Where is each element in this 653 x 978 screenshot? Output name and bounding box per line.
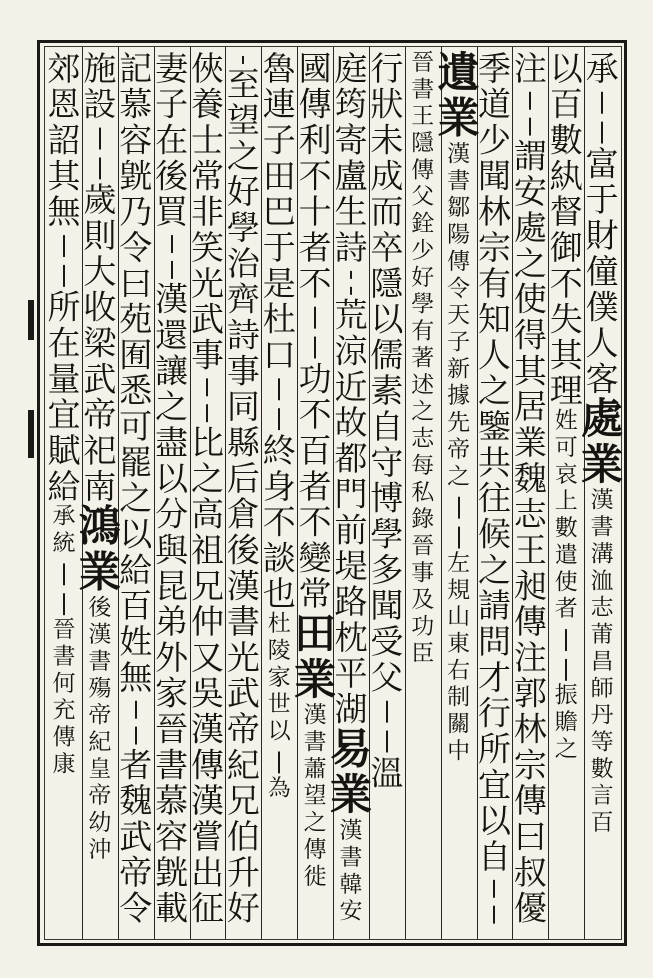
repeat-mark xyxy=(278,751,280,773)
main-text: 比 之 高 祖 兄 仲 又 吳 漢 傳 漢 嘗 出 征 xyxy=(190,423,224,928)
main-text: 謂 安 處 之 使 得 其 居 業 魏 志 王 昶 傳 注 郭 林 宗 傳 曰 叔 優 xyxy=(513,136,547,928)
repeat-mark xyxy=(206,404,208,422)
main-text: 功 不 百 者 不 變 常 xyxy=(298,359,332,614)
entry-heading: 處 業 xyxy=(581,394,624,489)
main-text: 行 狀 未 成 而 卒 隱 以 儒 素 自 守 博 學 多 聞 受 父 xyxy=(370,49,404,697)
repeat-mark xyxy=(63,265,65,287)
main-text: 至 望 之 好 學 治 齊 詩 事 同 縣 后 倉 後 漢 書 光 武 帝 紀 兄 伯 升 好 xyxy=(226,64,260,928)
repeat-mark xyxy=(206,378,208,396)
annotation-text: 漢 書 xyxy=(339,818,363,871)
annotation-text: 韓 安 xyxy=(339,871,363,925)
annotation-text: 漢 書 鄒 陽 傳 令 天 子 新 據 先 帝 之 xyxy=(447,141,471,490)
main-text: 郊 恩 詔 其 無 xyxy=(47,49,81,232)
repeat-mark xyxy=(314,337,316,359)
repeat-mark xyxy=(99,128,101,150)
main-text: 記 慕 容 皝 乃 令 曰 苑 囿 悉 可 罷 之 以 給 百 姓 無 xyxy=(119,49,153,697)
annotation-text: 晉 書 王 隱 傳 父 銓 少 好 學 有 著 述 之 志 每 私 錄 晉 事 及 功 臣 xyxy=(411,50,435,667)
repeat-mark xyxy=(278,408,280,430)
repeat-mark xyxy=(493,906,495,924)
text-column xyxy=(41,49,87,928)
annotation-text: 漢 書 溝 洫 志 莆 昌 師 丹 等 數 言 百 xyxy=(590,487,614,837)
repeat-mark xyxy=(63,593,65,615)
repeat-mark xyxy=(386,701,388,723)
main-text: 者 魏 武 帝 令 xyxy=(119,745,153,928)
repeat-mark xyxy=(458,527,460,549)
edge-mark xyxy=(28,410,34,458)
repeat-mark xyxy=(171,235,173,253)
annotation-text: 左 規 山 東 右 制 關 中 xyxy=(447,550,471,765)
entry-heading: 鴻 業 xyxy=(78,501,121,597)
repeat-mark xyxy=(171,261,173,279)
main-text: 國 傳 利 不 十 者 不 xyxy=(298,49,332,303)
repeat-mark xyxy=(135,701,137,719)
entry-heading: 遺 業 xyxy=(437,48,480,143)
main-text: 溫 xyxy=(370,753,404,793)
annotation-text: 後 漢 書 殤 帝 紀 皇 帝 幼 沖 xyxy=(88,595,112,863)
repeat-mark xyxy=(242,56,244,64)
main-text: 妻 子 在 後 買 xyxy=(155,49,189,232)
repeat-mark xyxy=(458,497,460,519)
repeat-mark xyxy=(565,659,567,681)
repeat-mark xyxy=(63,563,65,585)
entry-heading: 易 業 xyxy=(329,724,372,820)
main-text: 庭 筠 寄 盧 生 詩 xyxy=(334,49,368,267)
repeat-mark xyxy=(529,92,531,110)
annotation-text: 振 贍 之 xyxy=(554,682,578,763)
repeat-mark xyxy=(493,880,495,898)
annotation-text: 杜 陵 家 世 以 xyxy=(267,611,291,745)
main-text: 季 道 少 聞 林 宗 有 知 人 之 鑒 共 往 候 之 請 問 才 行 所 宜 以 自 xyxy=(477,49,511,876)
entry-heading: 田 業 xyxy=(294,609,337,704)
main-text: 以 百 數 紈 督 御 不 失 其 理 xyxy=(549,49,583,411)
edge-mark xyxy=(28,300,34,340)
main-text: 承 xyxy=(585,49,619,88)
main-text: 終 身 不 談 也 xyxy=(262,431,296,614)
annotation-text: 晉 書 何 充 傳 康 xyxy=(52,617,76,778)
repeat-mark xyxy=(99,157,101,179)
annotation-text: 姓 可 哀 上 數 遣 使 者 xyxy=(554,408,578,623)
main-text: 富 于 財 僮 僕 人 客 xyxy=(585,144,619,399)
main-text: 魯 連 子 田 巴 于 是 杜 口 xyxy=(262,49,296,375)
annotation-text: 承 統 xyxy=(52,503,76,557)
repeat-mark xyxy=(350,271,352,279)
main-text: 俠 養 士 常 非 笑 光 武 事 xyxy=(190,49,224,375)
annotation-text: 為 xyxy=(267,775,291,802)
main-text: 荒 涼 近 故 都 門 前 堤 路 枕 平 湖 xyxy=(334,295,368,729)
repeat-mark xyxy=(314,307,316,329)
annotation-text: 漢 書 蕭 望 之 傳 徙 xyxy=(303,702,327,890)
repeat-mark xyxy=(601,122,603,144)
repeat-mark xyxy=(135,727,137,745)
main-text: 施 設 xyxy=(83,49,117,124)
repeat-mark xyxy=(386,731,388,753)
main-text: 漢 還 讓 之 盡 以 分 與 昆 弟 外 家 晉 書 慕 容 皝 載 xyxy=(155,279,189,928)
main-text: 所 在 量 宜 賦 給 xyxy=(47,287,81,506)
repeat-mark xyxy=(350,287,352,295)
repeat-mark xyxy=(601,92,603,114)
repeat-mark xyxy=(63,235,65,257)
main-text: 注 xyxy=(513,49,547,88)
repeat-mark xyxy=(565,629,567,651)
repeat-mark xyxy=(278,378,280,400)
repeat-mark xyxy=(529,118,531,136)
main-text: 歲 則 大 收 梁 武 帝 祀 南 xyxy=(83,180,117,506)
